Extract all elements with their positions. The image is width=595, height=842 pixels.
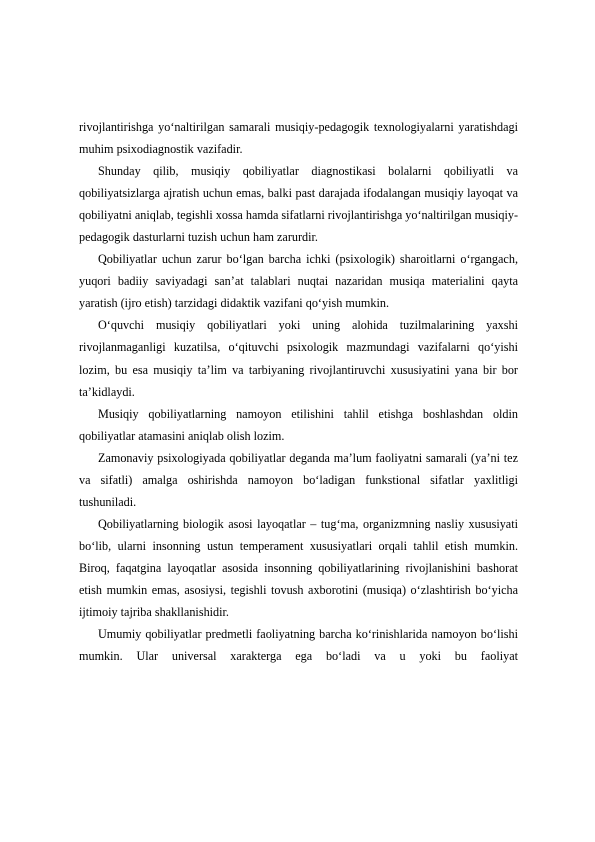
- paragraph: Umumiy qobiliyatlar predmetli faoliyatning barcha ko‘rinishlarida namoyon bo‘lishi mumkin. Ular universal xarakterga ega bo‘ladi va u yoki bu faoliyat: [79, 627, 518, 664]
- paragraph: Qobiliyatlarning biologik asosi layoqatlar – tug‘ma, organizmning nasliy xususiyati bo‘lib, ularni insonning ustun temperament xususiyatlari orqali tahlil etish mumkin. Biroq, faqatgina layoqatlar asosida insonning qobiliyatlarining rivojlanishini bashorat etish mumkin emas, asosiysi, tegishli tovush axborotini (musiqa) o‘zlashtirish bo‘yicha ijtimoiy tajriba shakllanishidir.: [79, 516, 518, 620]
- body-text: [79, 116, 518, 667]
- paragraph: O‘quvchi musiqiy qobiliyatlari yoki uning alohida tuzilmalarining yaxshi rivojlanmaganligi kuzatilsa, o‘qituvchi psixologik mazmundagi vazifalarni qo‘yishi lozim, bu esa musiqiy ta’lim va tarbiyaning rivojlantiruvchi xususiyatini yana bir bor ta’kidlaydi.: [79, 318, 518, 399]
- paragraph: Qobiliyatlar uchun zarur bo‘lgan barcha ichki (psixologik) sharoitlarni o‘rgangach, yuqori badiiy saviyadagi san’at talablari nuqtai nazaridan musiqa materialini qayta yaratish (ijro etish) tarzidagi didaktik vazifani qo‘yish mumkin.: [79, 252, 518, 311]
- paragraph: Shunday qilib, musiqiy qobiliyatlar diagnostikasi bolalarni qobiliyatli va qobiliyatsizlarga ajratish uchun emas, balki past darajada ifodalangan musiqiy layoqat va qobiliyatni aniqlab, tegishli xossa hamda sifatlarni rivojlantirishga yo‘naltirilgan musiqiy-pedagogik dasturlarni tuzish uchun ham zarurdir.: [79, 164, 519, 245]
- paragraph: rivojlantirishga yo‘naltirilgan samarali musiqiy-pedagogik texnologiyalarni yaratishdagi muhim psixodiagnostik vazifadir.: [79, 120, 518, 157]
- paragraph: Zamonaviy psixologiyada qobiliyatlar deganda ma’lum faoliyatni samarali (ya’ni tez va sifatli) amalga oshirishda namoyon bo‘ladigan funkstional sifatlar yaxlitligi tushuniladi.: [79, 450, 518, 509]
- paragraph: Musiqiy qobiliyatlarning namoyon etilishini tahlil etishga boshlashdan oldin qobiliyatlar atamasini aniqlab olish lozim.: [79, 406, 518, 443]
